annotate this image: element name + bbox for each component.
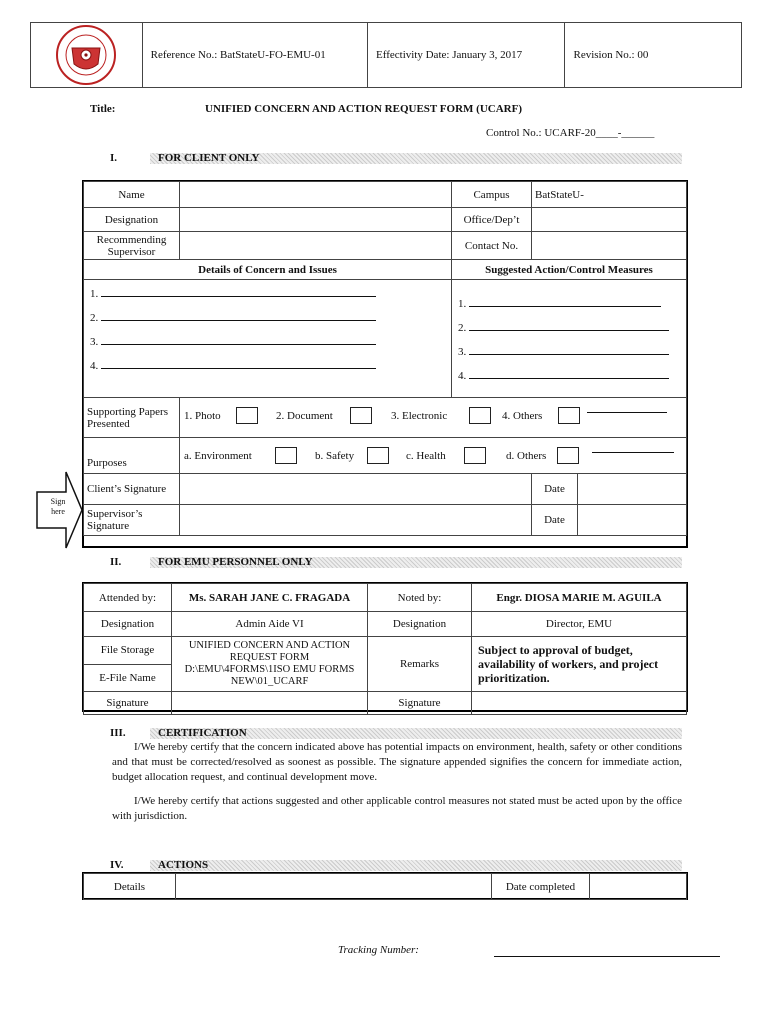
contact-field[interactable]: [532, 232, 687, 260]
document-header: [30, 22, 742, 88]
suggested-item: 4.: [458, 370, 680, 382]
sign-here-label: Sign here: [50, 497, 66, 516]
designation-field[interactable]: [180, 208, 452, 232]
others-checkbox[interactable]: [558, 407, 580, 424]
date-completed-field[interactable]: [590, 874, 687, 900]
date-completed-label: Date completed: [492, 874, 590, 900]
details-item: 1.: [90, 288, 445, 300]
supporting-papers-label: Supporting Papers Presented: [84, 398, 180, 438]
purposes-options: [180, 438, 687, 474]
option-others: 4. Others: [502, 410, 543, 422]
contact-label: Contact No.: [452, 232, 532, 260]
supporting-papers-options: [180, 398, 687, 438]
client-date-label: Date: [532, 474, 578, 504]
section-4-number: IV.: [110, 859, 124, 871]
section-2-number: II.: [110, 556, 122, 568]
section-3-number: III.: [110, 727, 126, 739]
supervisor-signature-label: Supervisor’s Signature: [84, 505, 180, 536]
campus-label: Campus: [452, 182, 532, 208]
form-title: UNIFIED CONCERN AND ACTION REQUEST FORM (UCARF): [205, 103, 522, 115]
document-checkbox[interactable]: [350, 407, 372, 424]
actions-table: [83, 873, 687, 900]
remarks-value: Subject to approval of budget, availability of workers, and project prioritization.: [472, 637, 687, 692]
remarks-label: Remarks: [368, 637, 472, 692]
option-health: c. Health: [406, 450, 446, 462]
effectivity-date: Effectivity Date: January 3, 2017: [368, 23, 565, 87]
supervisor-date-cell: [532, 505, 687, 536]
supervisor-signature-field[interactable]: [180, 505, 532, 536]
certification-paragraph-2: I/We hereby certify that actions suggested and other applicable control measures not stated must be acted upon by the office with jurisdiction.: [112, 795, 682, 822]
photo-checkbox[interactable]: [236, 407, 258, 424]
file-storage-label: File Storage: [84, 637, 172, 665]
name-label: Name: [84, 182, 180, 208]
attended-designation-label: Designation: [84, 612, 172, 637]
client-date-cell: [532, 474, 687, 505]
suggested-header: Suggested Action/Control Measures: [452, 260, 687, 280]
client-signature-field[interactable]: [180, 474, 532, 505]
option-document: 2. Document: [276, 410, 333, 422]
others-line[interactable]: [587, 412, 667, 413]
revision-number: Revision No.: 00: [573, 49, 649, 61]
supervisor-date-field[interactable]: [578, 505, 686, 535]
attended-signature-label: Signature: [84, 692, 172, 715]
office-field[interactable]: [532, 208, 687, 232]
noted-signature-field[interactable]: [472, 692, 687, 715]
details-list[interactable]: [84, 280, 452, 398]
attended-by-label: Attended by:: [84, 584, 172, 612]
purposes-label: Purposes: [84, 438, 180, 474]
designation-label: Designation: [84, 208, 180, 232]
noted-signature-label: Signature: [368, 692, 472, 715]
noted-by-label: Noted by:: [368, 584, 472, 612]
actions-details-field[interactable]: [176, 874, 492, 900]
actions-details-label: Details: [84, 874, 176, 900]
section-3-title: CERTIFICATION: [158, 727, 247, 739]
health-checkbox[interactable]: [464, 447, 486, 464]
name-field[interactable]: [180, 182, 452, 208]
recommending-supervisor-field[interactable]: [180, 232, 452, 260]
reference-number: Reference No.: BatStateU-FO-EMU-01: [143, 23, 368, 87]
attended-by-name: Ms. SARAH JANE C. FRAGADA: [172, 584, 368, 612]
details-header: Details of Concern and Issues: [84, 260, 452, 280]
seal-icon: [50, 24, 122, 86]
file-storage-value: [172, 637, 368, 692]
supervisor-date-label: Date: [532, 505, 578, 535]
campus-field[interactable]: BatStateU-: [532, 182, 687, 208]
tracking-number-label: Tracking Number:: [338, 944, 419, 956]
file-storage-name: UNIFIED CONCERN AND ACTION REQUEST FORM: [188, 640, 351, 663]
client-signature-label: Client’s Signature: [84, 474, 180, 505]
title-label: Title:: [90, 103, 116, 115]
purpose-others-checkbox[interactable]: [557, 447, 579, 464]
details-item: 4.: [90, 360, 445, 372]
suggested-item: 1.: [458, 298, 680, 310]
client-date-field[interactable]: [578, 474, 686, 504]
purpose-others-line[interactable]: [592, 452, 674, 453]
university-logo: [31, 23, 143, 87]
option-purpose-others: d. Others: [506, 450, 547, 462]
emu-personnel-table: [83, 583, 687, 715]
option-photo: 1. Photo: [184, 410, 221, 422]
tracking-number-field[interactable]: [494, 956, 720, 957]
option-electronic: 3. Electronic: [391, 410, 448, 422]
section-1-title: FOR CLIENT ONLY: [158, 152, 260, 164]
attended-signature-field[interactable]: [172, 692, 368, 715]
noted-by-name: Engr. DIOSA MARIE M. AGUILA: [472, 584, 687, 612]
control-number: Control No.: UCARF-20____-______: [486, 127, 655, 139]
section-4-title: ACTIONS: [158, 859, 209, 871]
environment-checkbox[interactable]: [275, 447, 297, 464]
noted-designation-value: Director, EMU: [472, 612, 687, 637]
attended-designation-value: Admin Aide VI: [172, 612, 368, 637]
suggested-list[interactable]: [452, 280, 687, 398]
safety-checkbox[interactable]: [367, 447, 389, 464]
suggested-item: 2.: [458, 322, 680, 334]
option-environment: a. Environment: [184, 450, 252, 462]
noted-designation-label: Designation: [368, 612, 472, 637]
efile-name: D:\EMU\4FORMS\1ISO EMU FORMS NEW\01_UCARF: [184, 664, 355, 687]
office-label: Office/Dep’t: [452, 208, 532, 232]
suggested-item: 3.: [458, 346, 680, 358]
section-1-number: I.: [110, 152, 118, 164]
efile-label: E-File Name: [84, 664, 172, 692]
electronic-checkbox[interactable]: [469, 407, 491, 424]
certification-paragraph-1: I/We hereby certify that the concern indicated above has potential impacts on environment, health, safety or other conditions and that must be corrected/resolved as soonest as possible. The signature appended signifies the concern for immediate action, budget allocation request, and continual development move.: [112, 741, 683, 783]
client-info-table: [83, 181, 687, 536]
section-2-title: FOR EMU PERSONNEL ONLY: [158, 556, 313, 568]
recommending-supervisor-label: Recommending Supervisor: [84, 232, 180, 260]
section-4-bar: [150, 860, 682, 871]
details-item: 3.: [90, 336, 445, 348]
details-item: 2.: [90, 312, 445, 324]
option-safety: b. Safety: [315, 450, 355, 462]
